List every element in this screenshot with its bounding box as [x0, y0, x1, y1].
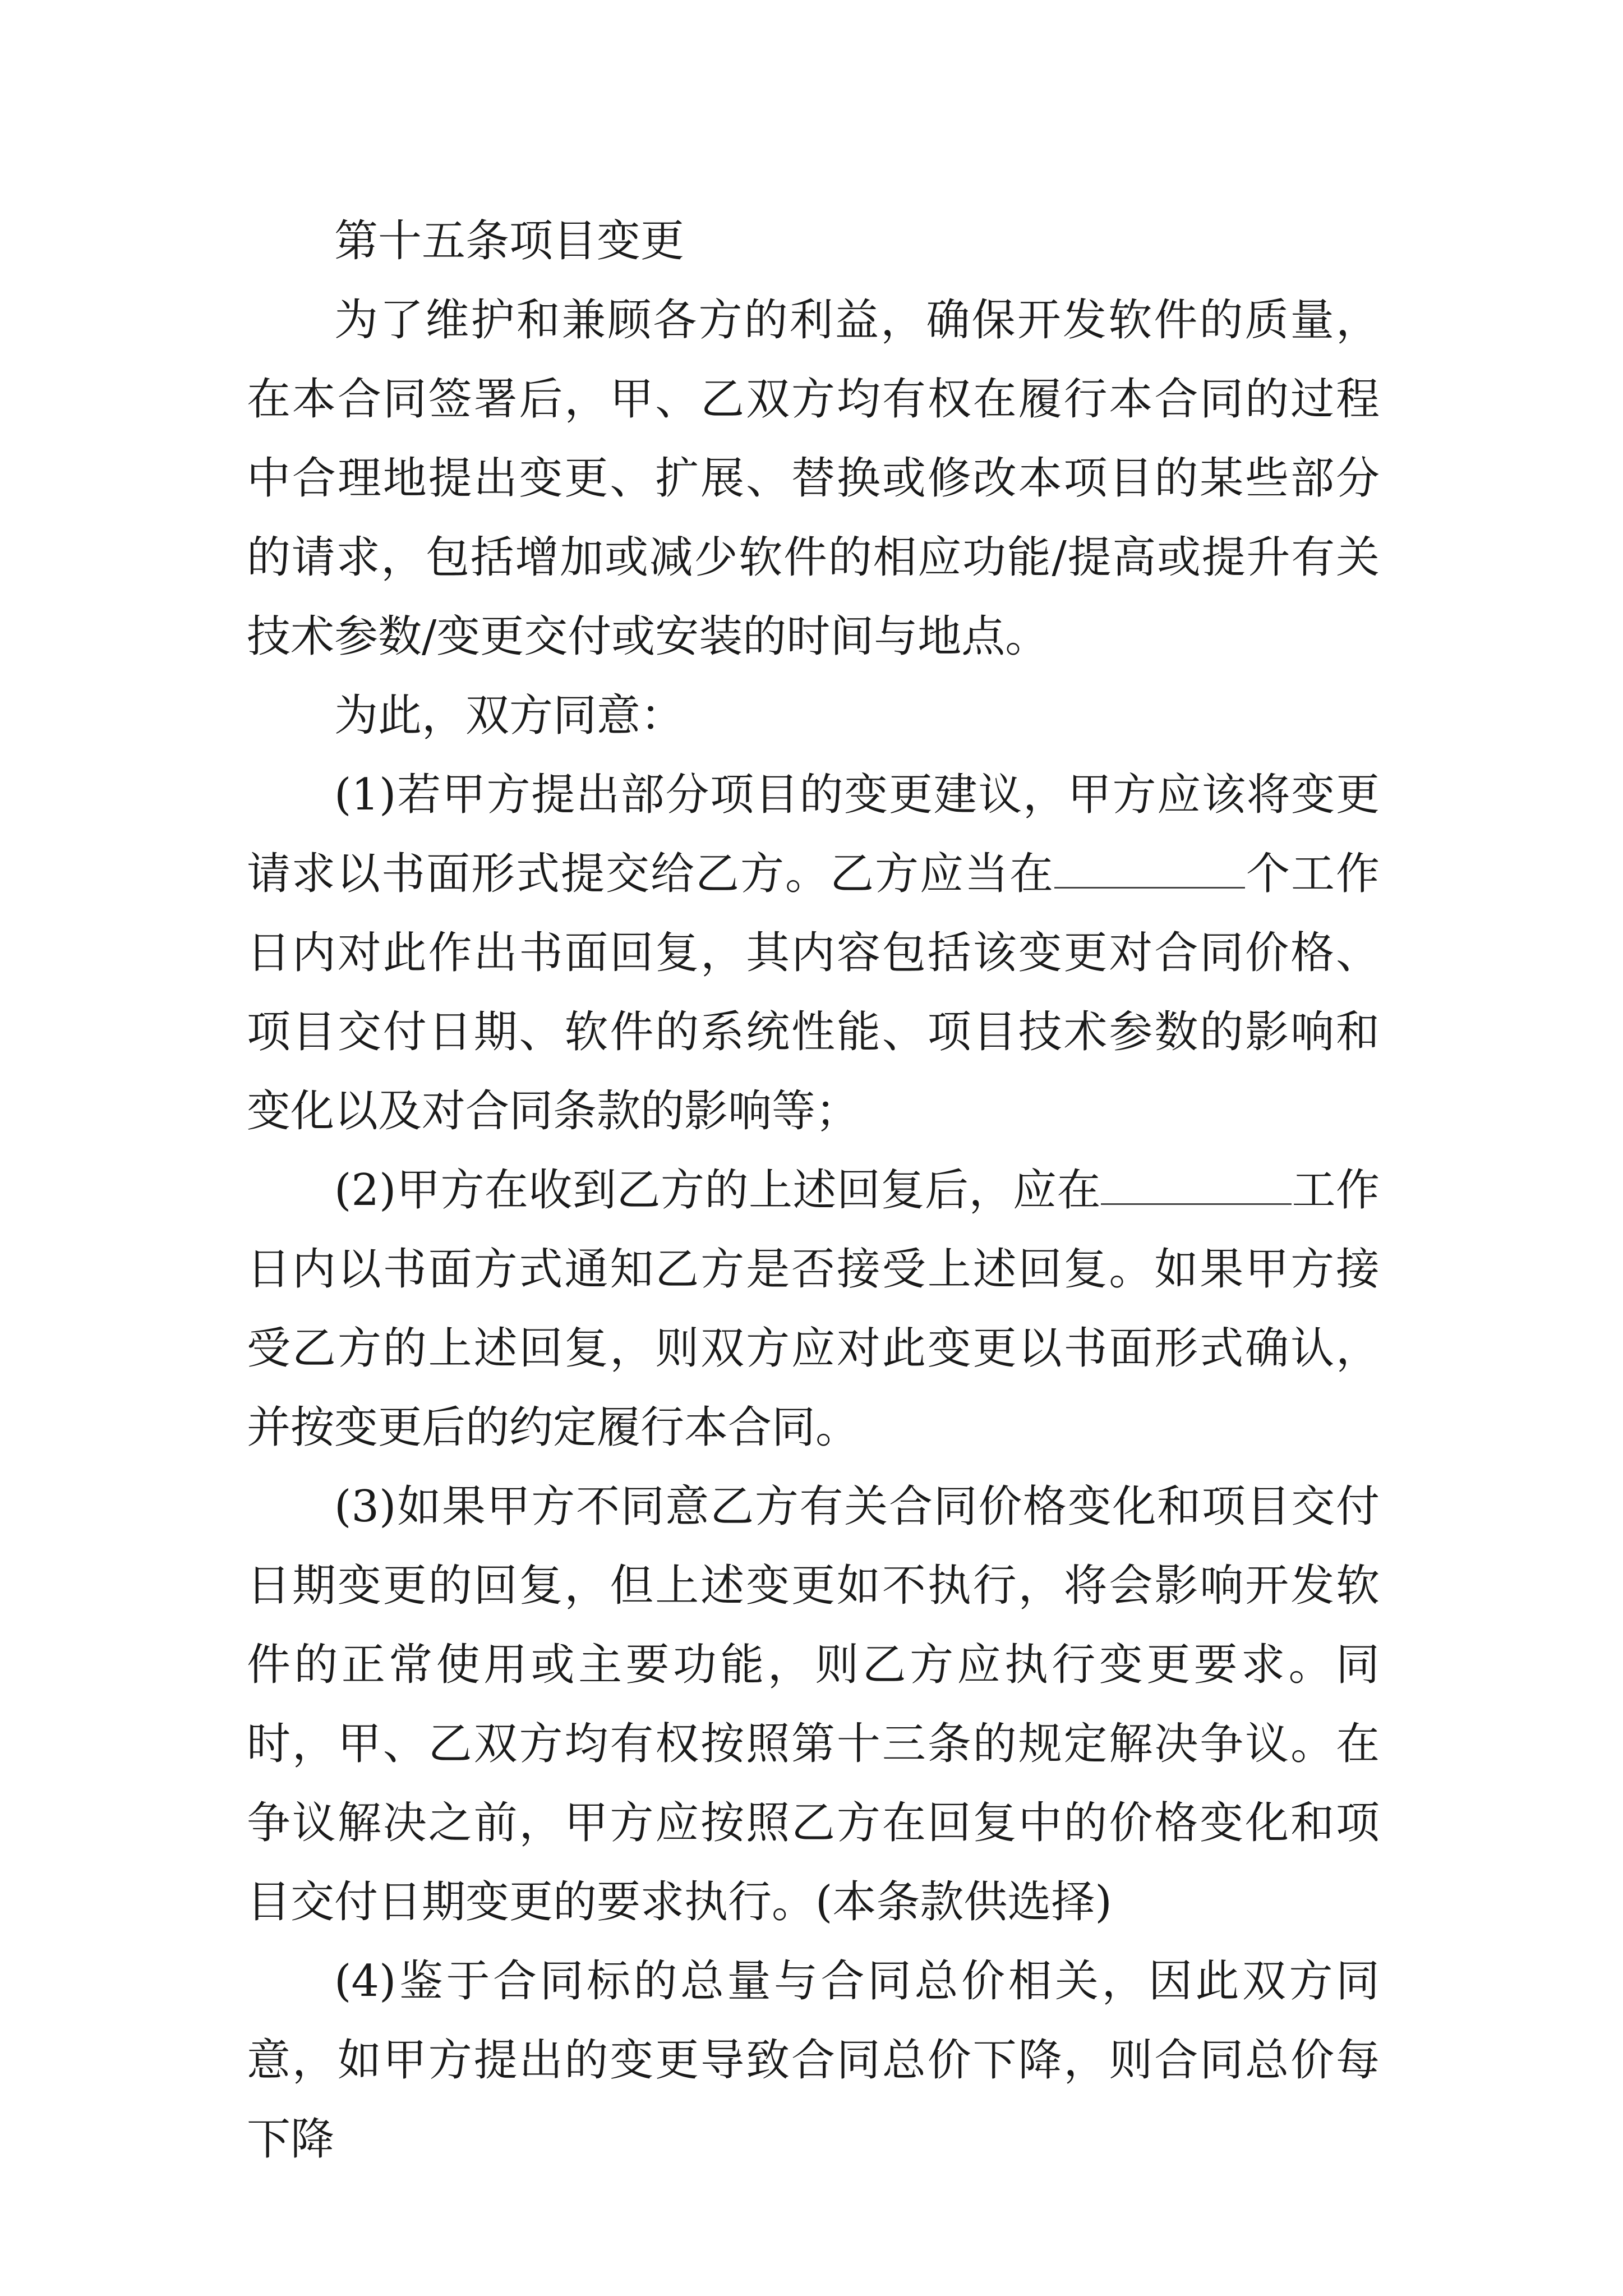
fill-in-blank-days-reply	[1054, 845, 1245, 889]
clause-2-text-end: 工作日内以书面方式通知乙方是否接受上述回复。如果甲方接受乙方的上述回复，则双方应对此变更以书面形式确认，并按变更后的约定履行本合同。	[247, 1165, 1380, 1453]
clause-1-text-start: (1)若甲方提出部分项目的变更建议，甲方应该将变更请求以书面形式提交给乙方。乙方应当在	[247, 770, 1380, 899]
clause-2-text-start: (2)甲方在收到乙方的上述回复后，应在	[334, 1165, 1101, 1216]
fill-in-blank-days-notify	[1101, 1162, 1292, 1205]
section-heading: 第十五条项目变更	[334, 216, 685, 266]
agreement-line: 为此，双方同意：	[334, 691, 685, 741]
intro-paragraph: 为了维护和兼顾各方的利益，确保开发软件的质量，在本合同签署后，甲、乙双方均有权在履行本合同的过程中合理地提出变更、扩展、替换或修改本项目的某些部分的请求，包括增加或减少软件的相应功能/提高或提升有关技术参数/变更交付或安装的时间与地点。	[247, 295, 1380, 662]
clause-3: (3)如果甲方不同意乙方有关合同价格变化和项目交付日期变更的回复，但上述变更如不执行，将会影响开发软件的正常使用或主要功能，则乙方应执行变更要求。同时，甲、乙双方均有权按照第十三条的规定解决争议。在争议解决之前，甲方应按照乙方在回复中的价格变化和项目交付日期变更的要求执行。(本条款供选择)	[247, 1481, 1380, 1927]
clause-1	[247, 756, 1380, 1151]
clause-2	[247, 1151, 1380, 1467]
document-body	[247, 202, 1380, 2179]
clause-4: (4)鉴于合同标的总量与合同总价相关，因此双方同意，如甲方提出的变更导致合同总价下降，则合同总价每下降	[247, 1956, 1380, 2165]
clause-1-text-end: 个工作日内对此作出书面回复，其内容包括该变更对合同价格、项目交付日期、软件的系统性能、项目技术参数的影响和变化以及对合同条款的影响等；	[247, 849, 1380, 1137]
